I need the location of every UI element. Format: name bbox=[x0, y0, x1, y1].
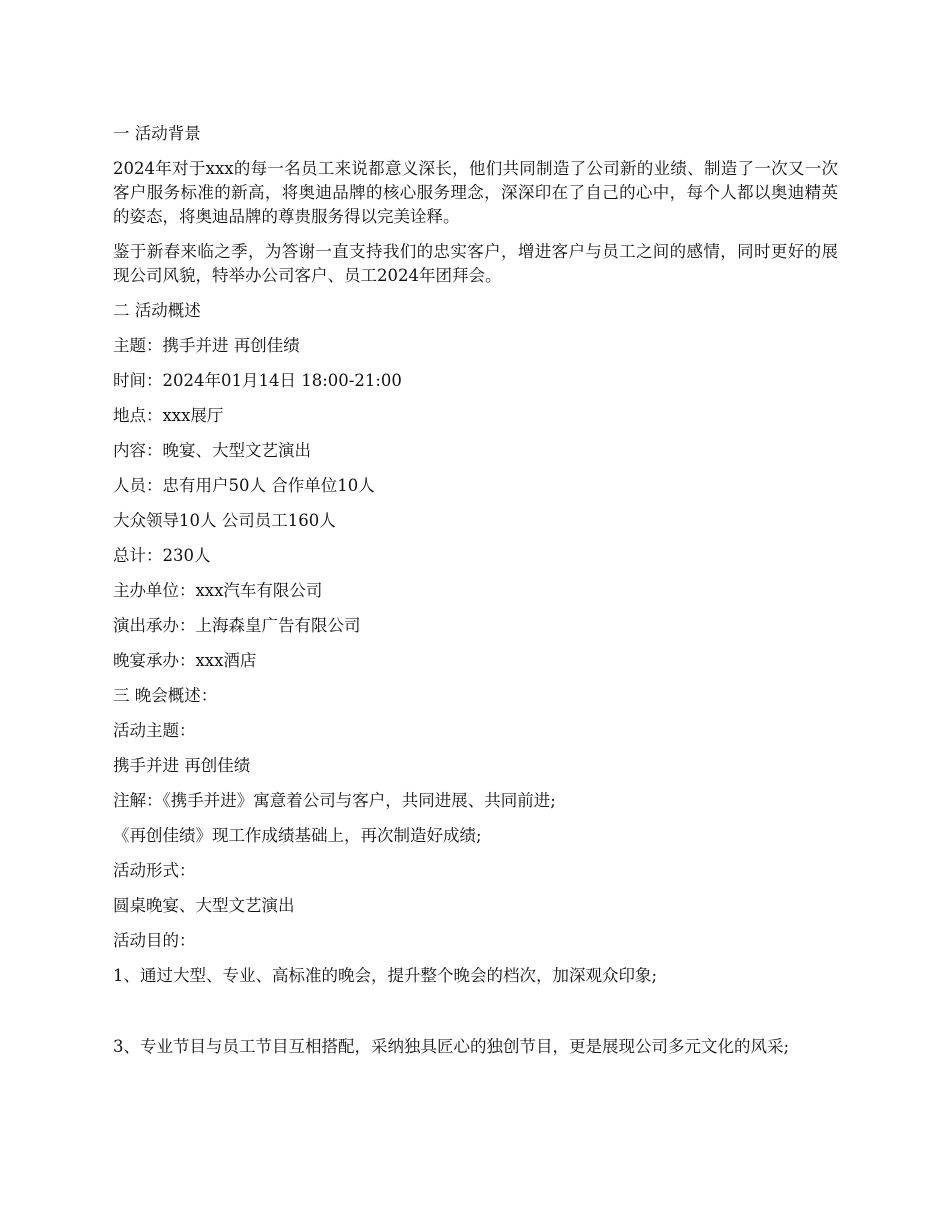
section-heading-gala: 三 晚会概述： bbox=[113, 686, 218, 705]
section-heading-overview: 二 活动概述 bbox=[113, 301, 201, 320]
gala-note-1: 注解：《携手并进》寓意着公司与客户，共同进展、共同前进; bbox=[113, 791, 556, 810]
overview-attendees-2: 大众领导10人 公司员工160人 bbox=[113, 511, 336, 530]
overview-banquet-contractor: 晚宴承办：xxx酒店 bbox=[113, 651, 257, 670]
gala-purpose-item-1: 1、通过大型、专业、高标准的晚会，提升整个晚会的档次，加深观众印象; bbox=[113, 966, 658, 985]
gala-purpose-label: 活动目的： bbox=[113, 931, 196, 950]
section-heading-background: 一 活动背景 bbox=[113, 124, 201, 143]
overview-theme: 主题：携手并进 再创佳绩 bbox=[113, 336, 300, 355]
overview-attendees: 人员：忠有用户50人 合作单位10人 bbox=[113, 476, 375, 495]
gala-format-label: 活动形式： bbox=[113, 861, 196, 880]
paragraph-background-1: 2024年对于xxx的每一名员工来说都意义深长，他们共同制造了公司新的业绩、制造了一次又一次客户服务标准的新高，将奥迪品牌的核心服务理念，深深印在了自己的心中，每个人都以奥迪精英的姿态，将奥迪品牌的尊贵服务得以完美诠释。 bbox=[113, 159, 838, 226]
overview-performance-contractor: 演出承办：上海森皇广告有限公司 bbox=[113, 616, 361, 635]
gala-format-value: 圆桌晚宴、大型文艺演出 bbox=[113, 896, 295, 915]
overview-time: 时间：2024年01月14日 18:00-21:00 bbox=[113, 371, 402, 390]
overview-total: 总计：230人 bbox=[113, 546, 211, 565]
overview-organizer: 主办单位：xxx汽车有限公司 bbox=[113, 581, 323, 600]
overview-content: 内容：晚宴、大型文艺演出 bbox=[113, 441, 311, 460]
gala-note-2: 《再创佳绩》现工作成绩基础上，再次制造好成绩; bbox=[113, 826, 482, 845]
gala-purpose-item-3: 3、专业节目与员工节目互相搭配，采纳独具匠心的独创节目，更是展现公司多元文化的风采; bbox=[113, 1037, 790, 1056]
paragraph-background-2: 鉴于新春来临之季，为答谢一直支持我们的忠实客户，增进客户与员工之间的感情，同时更好的展现公司风貌，特举办公司客户、员工2024年团拜会。 bbox=[113, 242, 838, 285]
gala-theme-value: 携手并进 再创佳绩 bbox=[113, 756, 251, 775]
overview-location: 地点：xxx展厅 bbox=[113, 406, 224, 425]
gala-theme-label: 活动主题： bbox=[113, 721, 196, 740]
document-page bbox=[113, 122, 838, 1059]
